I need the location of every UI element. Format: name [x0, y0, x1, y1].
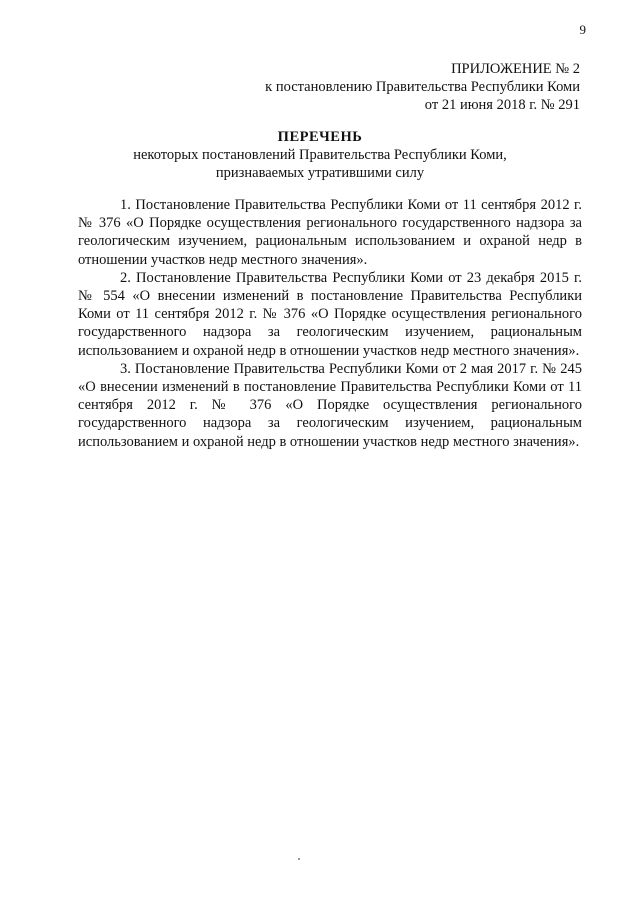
list-item: 2. Постановление Правительства Республики Коми от 23 декабря 2015 г. № 554 «О внесении изменений в постановление Правительства Республики Коми от 11 сентября 2012 г. № 376 «О Порядке осуществления регионального государственного надзора за геологическим изучением, рациональным использованием и охраной недр в отношении участков недр местного значения». — [78, 269, 582, 359]
scan-artifact-dot — [298, 858, 300, 860]
resolutions-list — [78, 196, 582, 451]
appendix-number: ПРИЛОЖЕНИЕ № 2 — [451, 61, 580, 77]
list-item: 1. Постановление Правительства Республики Коми от 11 сентября 2012 г. № 376 «О Порядке осуществления регионального государственного надзора за геологическим изучением, рациональным использованием и охраной недр в отношении участков недр местного значения». — [78, 197, 582, 268]
appendix-header — [265, 60, 580, 114]
document-title: ПЕРЕЧЕНЬ — [277, 129, 363, 145]
list-item: 3. Постановление Правительства Республики Коми от 2 мая 2017 г. № 245 «О внесении изменений в постановление Правительства Республики Коми от 11 сентября 2012 г. № 376 «О Порядке осуществления регионального государственного надзора за геологическим изучением, рациональным использованием и охраной недр в отношении участков недр местного значения». — [78, 360, 582, 450]
page-number: 9 — [579, 22, 586, 37]
appendix-date: от 21 июня 2018 г. № 291 — [424, 97, 580, 113]
appendix-reference: к постановлению Правительства Республики Коми — [265, 79, 580, 95]
title-block — [0, 128, 640, 182]
document-subtitle-line2: признаваемых утратившими силу — [215, 165, 425, 181]
document-subtitle-line1: некоторых постановлений Правительства Республики Коми, — [133, 147, 507, 163]
